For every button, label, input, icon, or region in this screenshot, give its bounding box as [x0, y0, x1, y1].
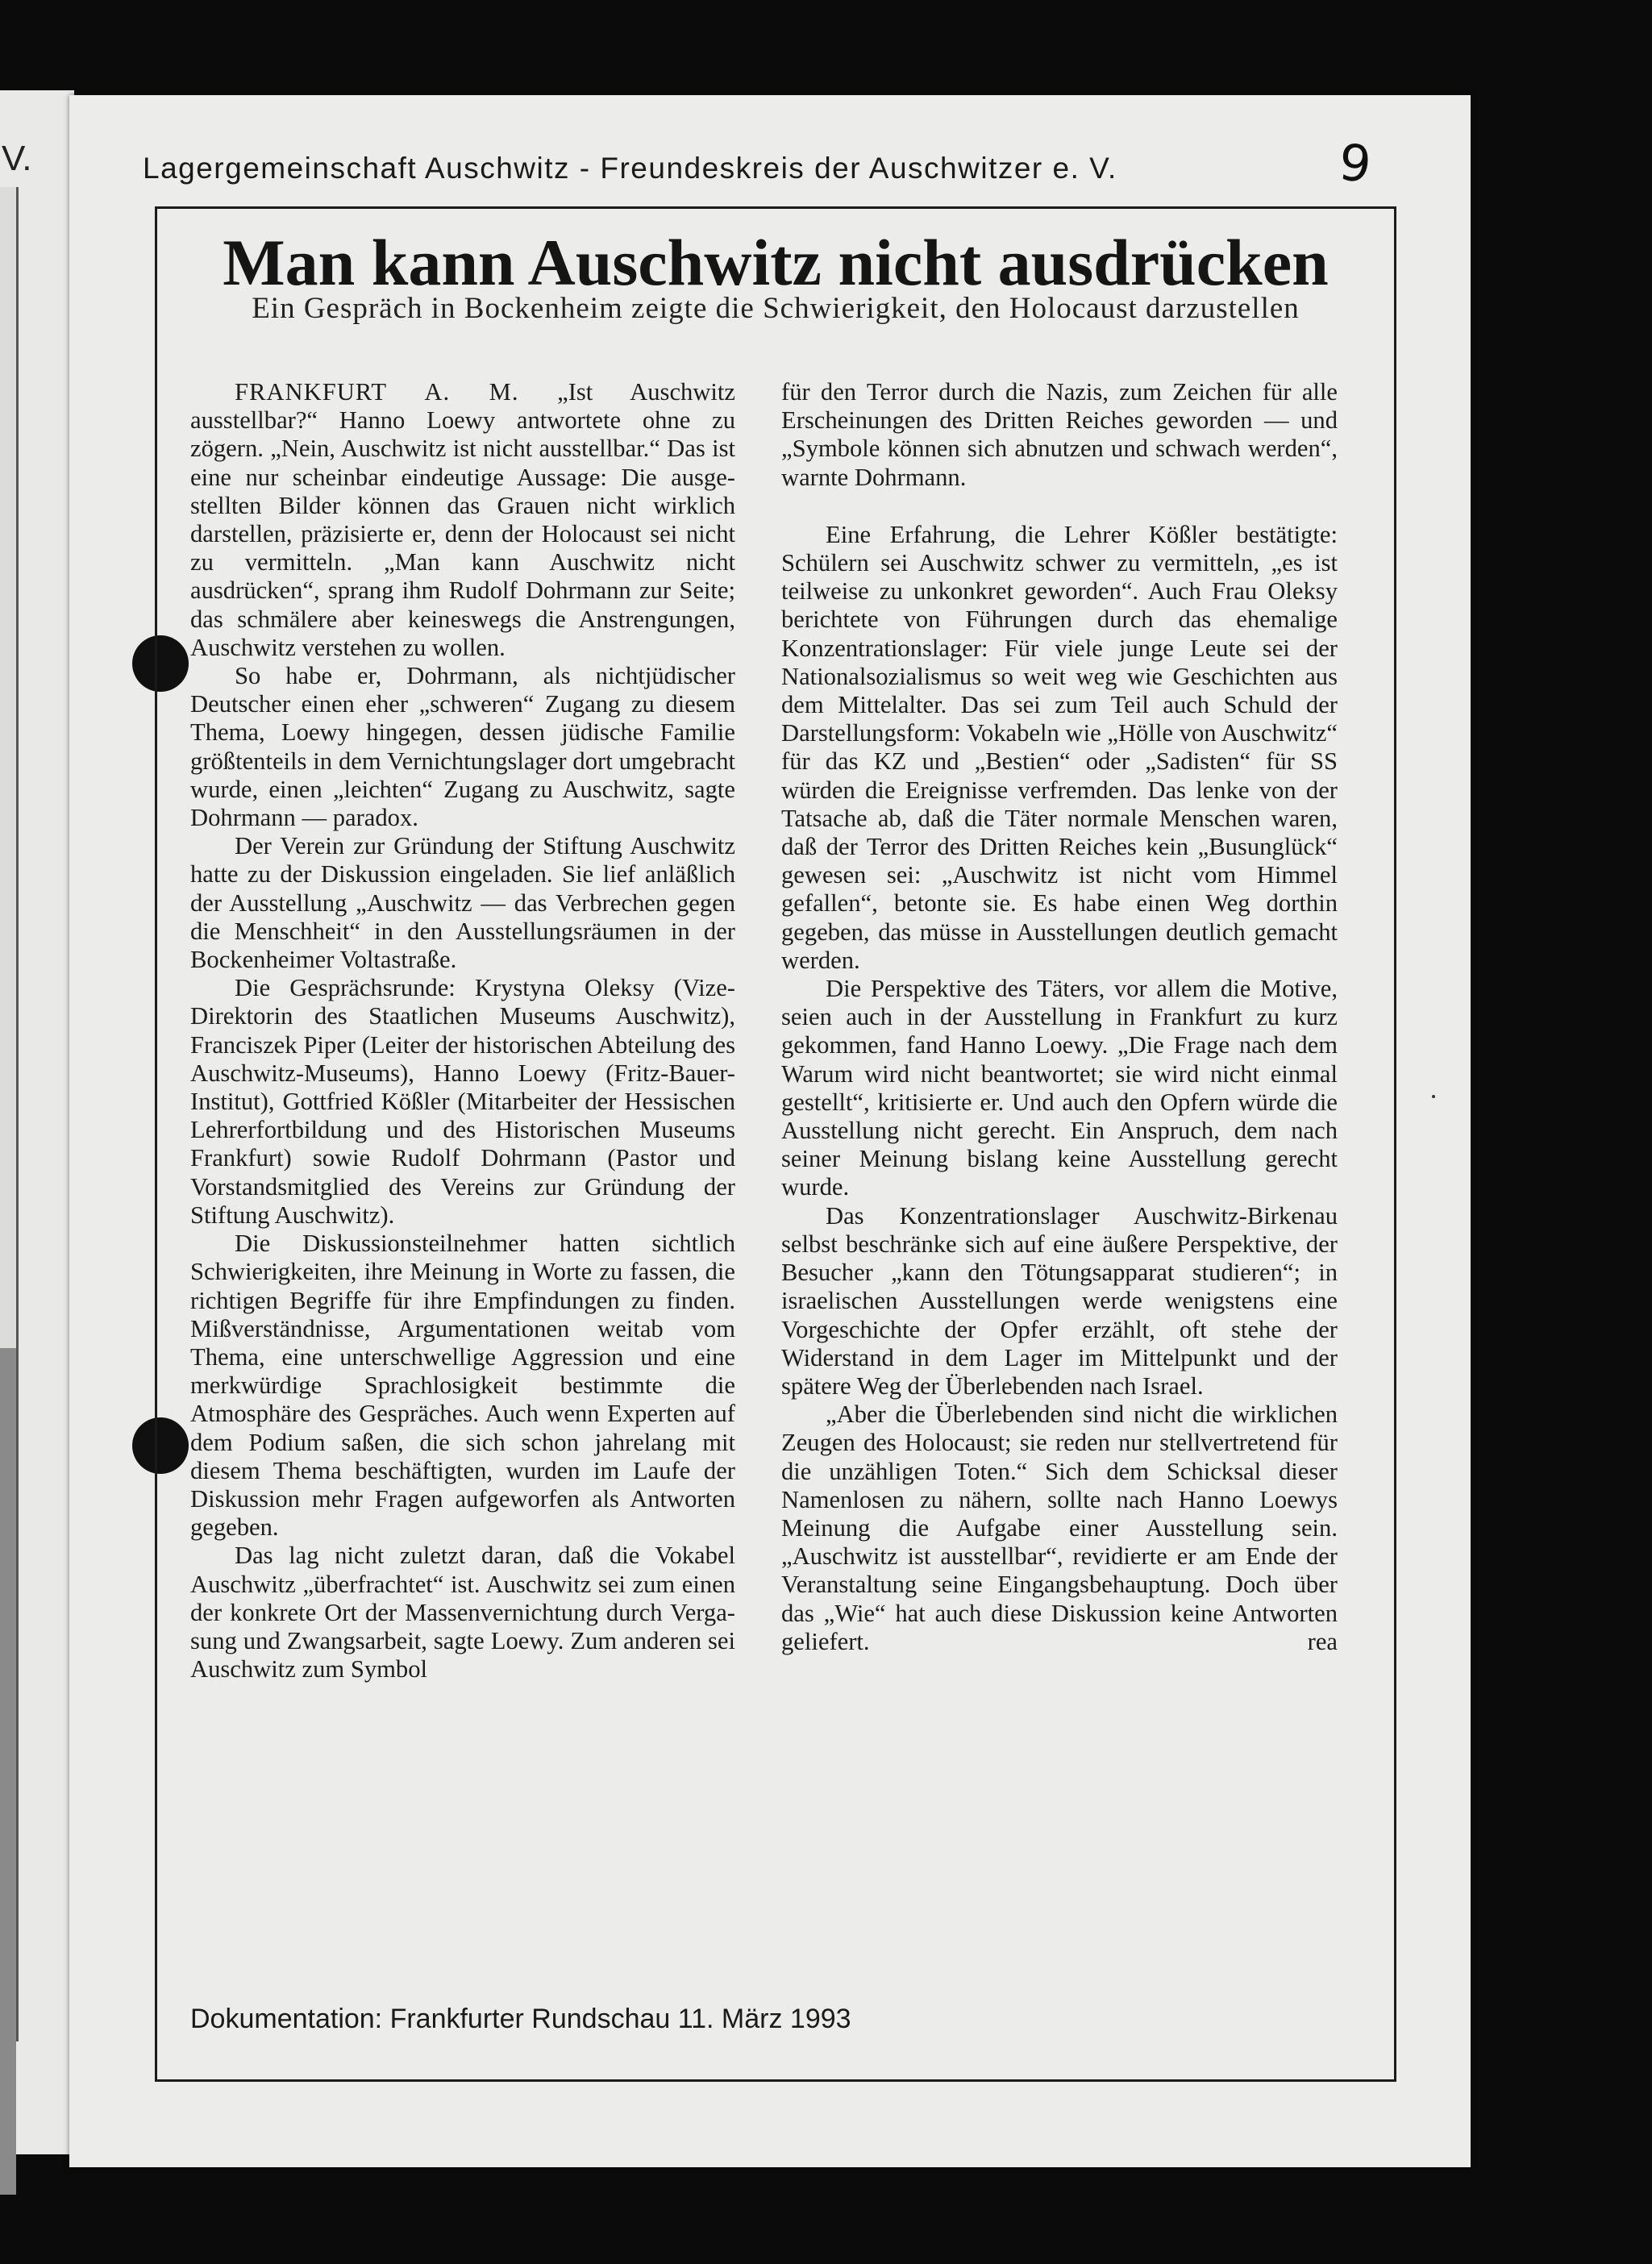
article-paragraph: für den Terror durch die Nazis, zum Zeichen für alle Erscheinungen des Dritten Reiches geworden — und „Symbole können sich abnutzen und schwach werden“, warnte Dohrmann.: [781, 378, 1338, 491]
article-paragraph: Die Gesprächsrunde: Krystyna Oleksy (Vize-Direktorin des Staatlichen Museums Auschwitz), Franciszek Piper (Leiter der historischen Abteilung des Auschwitz-Museums), Hanno Loewy (Fritz-Bauer-Institut), Gottfried Kößler (Mitarbeiter der Hessischen Lehrerfortbildung und des Historischen Museums Frankfurt) sowie Rudolf Dohrmann (Pastor und Vorstandsmitglied des Vereins zur Gründung der Stiftung Auschwitz).: [190, 974, 735, 1229]
article-column-right: [781, 378, 1338, 1656]
handwritten-page-number: 9: [1336, 132, 1375, 194]
article-paragraph: [781, 1400, 1338, 1656]
article-frame: [155, 206, 1396, 2082]
article-paragraph: Der Verein zur Gründung der Stiftung Auschwitz hatte zu der Diskussion eingeladen. Sie lief anläßlich der Ausstellung „Auschwitz — das Verbrechen gegen die Menschheit“ in den Ausstellungsräumen in der Bockenheimer Voltastraße.: [190, 832, 735, 974]
article-paragraph: Eine Erfahrung, die Lehrer Kößler bestätigte: Schülern sei Auschwitz schwer zu vermitteln, „es ist teilweise zu unkonkret geworden“. Auch Frau Oleksy berichtete von Führungen durch das ehemalige Konzentrationslager: Für viele junge Leute sei der Nationalsozialismus so weit weg wie Geschichten aus dem Mittelalter. Das sei zum Teil auch Schuld der Darstellungsform: Vokabeln wie „Hölle von Auschwitz“ für das KZ und „Bestien“ oder „Sadisten“ für SS würden die Ereignisse verfremden. Das lenke von der Tatsache ab, daß die Täter normale Menschen waren, daß der Terror des Dritten Reiches kein „Busunglück“ gewesen sei: „Auschwitz ist nicht vom Himmel gefallen“, betonte sie. Es habe einen Weg dorthin gegeben, das müsse in Ausstellungen deutlich gemacht werden.: [781, 520, 1338, 974]
article-source-note: Dokumentation: Frankfurter Rundschau 11. März 1993: [190, 2004, 851, 2034]
article-subheadline: Ein Gespräch in Bockenheim zeigte die Schwierigkeit, den Holocaust darzustellen: [252, 292, 1300, 325]
article-paragraph-text: „Aber die Überlebenden sind nicht die wirklichen Zeugen des Holocaust; sie reden nur stellvertretend für die unzähligen Toten.“ Sich dem Schicksal dieser Namenlosen zu nähern, sollte nach Hanno Loewys Meinung die Aufgabe einer Ausstellung sein. „Auschwitz ist ausstellbar“, revidierte er am Ende der Veranstaltung seine Eingangsbehauptung. Doch über das „Wie“ hat auch diese Diskussion keine Antworten geliefert.: [781, 1400, 1338, 1655]
article-paragraph: Das lag nicht zuletzt daran, daß die Vokabel Auschwitz „überfrachtet“ ist. Auschwitz sei zum einen der konkrete Ort der Massenvernichtung durch Vergasung und Zwangsarbeit, sagte Loewy. Zum anderen sei Auschwitz zum Symbol: [190, 1542, 735, 1683]
article-paragraph: Das Konzentrationslager Auschwitz-Birkenau selbst beschränke sich auf eine äußere Perspektive, der Besucher „kann den Tötungsapparat studieren“; in israelischen Ausstellungen werde wenigstens eine Vorgeschichte der Opfer erzählt, oft stehe der Widerstand in dem Lager im Mittelpunkt und der spätere Weg der Überlebenden nach Israel.: [781, 1201, 1338, 1400]
author-signature: rea: [1307, 1627, 1338, 1655]
article-paragraph: Die Perspektive des Täters, vor allem die Motive, seien auch in der Ausstellung in Frankfurt zu kurz gekommen, fand Hanno Loewy. „Die Frage nach dem Warum wird nicht beantwortet; sie wird nicht einmal gestellt“, kritisierte er. Und auch den Opfern würde die Ausstellung nicht gerecht. Ein Anspruch, dem nach seiner Meinung bislang keine Ausstellung gerecht wurde.: [781, 975, 1338, 1201]
article-dateline: FRANKFURT A. M.: [235, 378, 519, 406]
page-header-organization: Lagergemeinschaft Auschwitz - Freundeskreis der Auschwitzer e. V.: [143, 152, 1117, 185]
article-column-left: [190, 378, 735, 1683]
article-paragraph: Die Diskussionsteilnehmer hatten sichtlich Schwierigkeiten, ihre Meinung in Worte zu fassen, die richtigen Begriffe für ihre Empfindungen zu finden. Mißverständnisse, Argumentationen weitab vom Thema, eine unterschwellige Aggression und eine merkwürdige Sprachlosigkeit bestimmte die Atmosphäre des Gespräches. Auch wenn Experten auf dem Podium saßen, die sich schon jahrelang mit diesem Thema beschäftigten, wurden im Laufe der Diskussion mehr Fragen aufgeworfen als Antworten gegeben.: [190, 1230, 735, 1542]
adjacent-page-gray-strip: [0, 1348, 16, 2195]
article-headline: Man kann Auschwitz nicht ausdrücken: [223, 226, 1329, 299]
paper-speck: [1432, 1095, 1435, 1098]
adjacent-page-fragment: V.: [2, 139, 32, 178]
article-paragraph-text: „Ist Auschwitz ausstellbar?“ Hanno Loewy antwortete ohne zu zögern. „Nein, Auschwitz ist nicht ausstellbar.“ Das ist eine nur scheinbar eindeutige Aussage: Die ausgestellten Bilder können das Grauen nicht wirklich darstellen, präzisierte er, denn der Holocaust sei nicht zu vermitteln. „Man kann Auschwitz nicht ausdrücken“, sprang ihm Rudolf Dohrmann zur Seite; das schmälere aber keineswegs die Anstrengungen, Auschwitz verstehen zu wollen.: [190, 378, 735, 661]
article-paragraph: So habe er, Dohrmann, als nichtjüdischer Deutscher einen eher „schweren“ Zugang zu diesem Thema, Loewy hingegen, dessen jüdische Familie größtenteils in dem Vernichtungslager dort umgebracht wurde, einen „leichten“ Zugang zu Auschwitz, sagte Dohrmann — paradox.: [190, 662, 735, 832]
document-page: [69, 95, 1471, 2167]
adjacent-page-edge: [0, 90, 74, 2154]
article-paragraph: [190, 378, 735, 662]
